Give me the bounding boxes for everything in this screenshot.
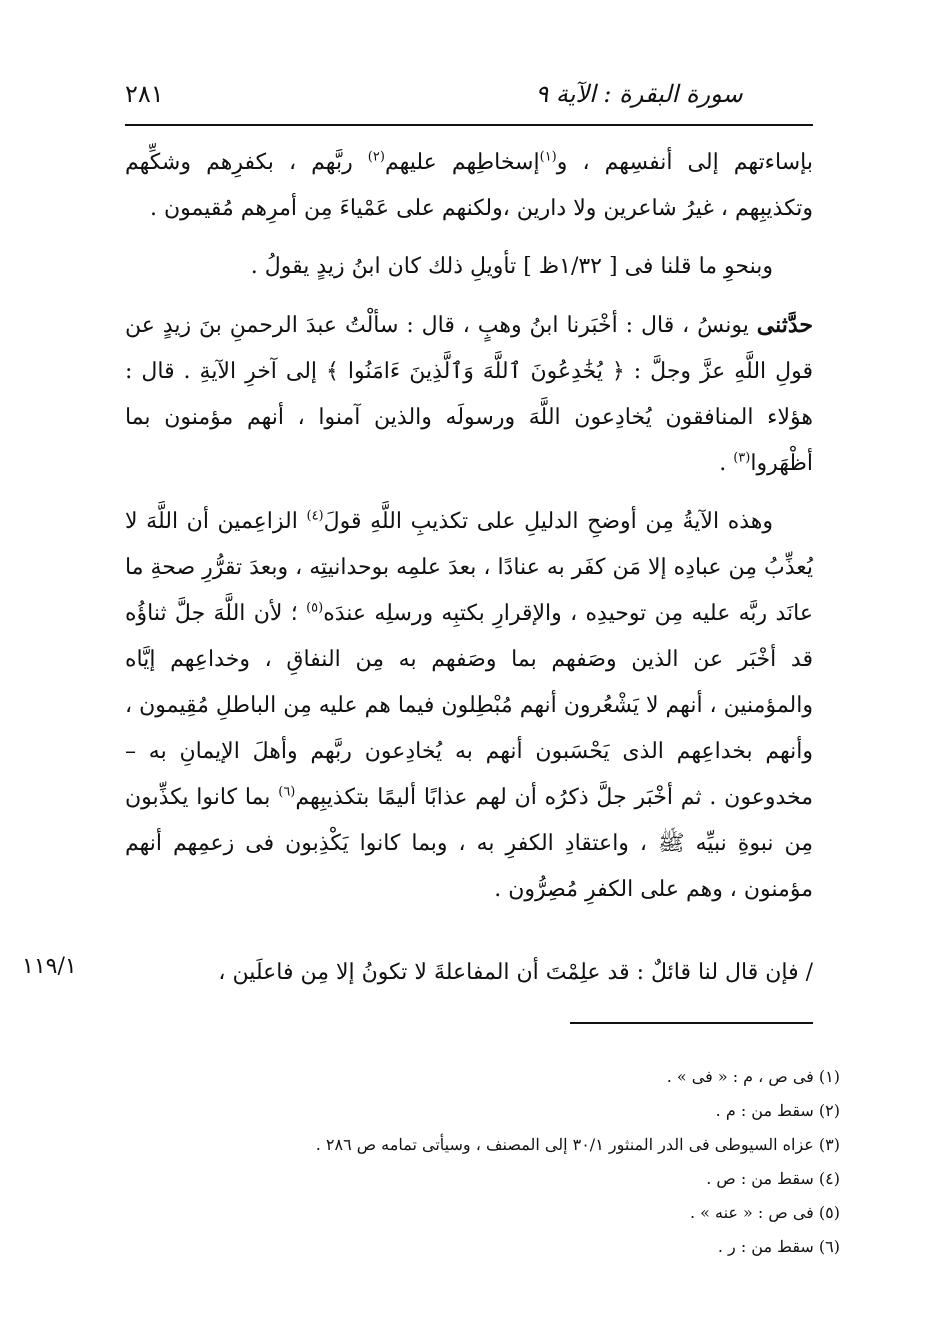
page-number: ٢٨١: [125, 80, 164, 108]
text-span: بإساءتهم إلى أنفسِهم ، و: [556, 150, 813, 175]
footnote-item: (٣) عزاه السيوطى فى الدر المنثور ٣٠/١ إلى المصنف ، وسيأتى تمامه ص ٢٨٦ .: [315, 1135, 840, 1154]
text-span: إسخاطِهم عليهم: [384, 150, 540, 175]
page-header: [125, 76, 813, 126]
text-span: الزاعِمين أن اللَّهَ لا يُعذِّبُ مِن عبادِه إلا مَن كفَر به عنادًا ، بعدَ علمِه بوحدانيتِه ، وبعدَ تقرُّرِ صحةِ ما عانَد ربَّه عليه مِن توحيدِه ، والإقرارِ بكتبِه ورسلِه عندَه: [125, 509, 813, 626]
paragraph-4: [125, 499, 813, 913]
footnote-marker: (٦): [278, 784, 296, 800]
footnote-divider: [570, 1022, 813, 1024]
text-span: .: [719, 451, 734, 476]
footnote-marker: (٣): [733, 450, 751, 466]
text-span: بما كانوا يكذِّبون مِن نبوةِ نبيِّه ﷺ ، واعتقادِ الكفرِ به ، وبما كانوا يَكْذِبون فى زعمِهم أنهم مؤمنون ، وهم على الكفرِ مُصِرُّون .: [125, 785, 813, 902]
footnote-item: (٢) سقط من : م .: [715, 1101, 840, 1120]
text-span: ؛ لأن اللَّهَ جلَّ ثناؤُه قد أخْبَر عن الذين وصَفهم بما وصَفهم به مِن النفاقِ ، وخداعِهم إيَّاه والمؤمنين ، أنهم لا يَشْعُرون أنهم مُبْطِلون فيما هم عليه مِن الباطلِ مُقِيمون ، وأنهم بخداعِهم الذى يَحْسَبون أنهم به يُخادِعون ربَّهم وأهلَ الإيمانِ به – مخدوعون . ثم أخْبَر جلَّ ذكرُه أن لهم عذابًا أليمًا بتكذيبِهم: [125, 601, 813, 810]
footnote-item: (١) فى ص ، م : « فى » .: [666, 1067, 840, 1086]
paragraph-2: وبنحوِ ما قلنا فى [ ١/٣٢ظ ] تأويلِ ذلك كان ابنُ زيدٍ يقولُ .: [250, 254, 773, 279]
running-title: سورة البقرة : الآية ٩: [535, 80, 743, 108]
text-span: ربَّهم ، بكفرِهم وشكِّهم وتكذيبِهم ، غيرُ شاعرين ولا دارين ،ولكنهم على عَمْياءَ مِن أمرِهم مُقيمون .: [125, 150, 813, 221]
paragraph-3: [125, 302, 813, 487]
hadith-lead-word: حدَّثنى: [756, 312, 813, 338]
main-text: [125, 140, 813, 925]
footnote-marker: (٢): [367, 149, 385, 165]
margin-page-reference: ١١٩/١: [22, 954, 77, 979]
continuation-line: / فإن قال لنا قائلٌ : قد علِمْتَ أن المفاعلةَ لا تكونُ إلا مِن فاعلَين ،: [218, 960, 813, 985]
footnote-item: (٦) سقط من : ر .: [717, 1237, 840, 1256]
footnotes-list: [300, 1060, 840, 1264]
footnote-marker: (٥): [306, 600, 324, 616]
text-span: وهذه الآيةُ مِن أوضحِ الدليلِ على تكذيبِ اللَّهِ قولَ: [323, 509, 774, 534]
text-span: يونسُ ، قال : أخْبَرنا ابنُ وهبٍ ، قال : سألْتُ عبدَ الرحمنِ بنَ زيدٍ عن قولِ اللَّهِ عزَّ وجلَّ : ﴿ يُخَٰدِعُونَ ٱللَّهَ وَٱلَّذِينَ ءَامَنُوا ﴾ إلى آخرِ الآيةِ . قال : هؤلاء المنافقون يُخادِعون اللَّهَ ورسولَه والذين آمنوا ، أنهم مؤمنون بما أظْهَروا: [125, 313, 813, 476]
footnote-item: (٤) سقط من : ص .: [706, 1169, 840, 1188]
footnote-item: (٥) فى ص : « عنه » .: [689, 1203, 840, 1222]
paragraph-1: [125, 140, 813, 232]
footnote-marker: (١): [539, 149, 557, 165]
footnote-marker: (٤): [306, 508, 324, 524]
